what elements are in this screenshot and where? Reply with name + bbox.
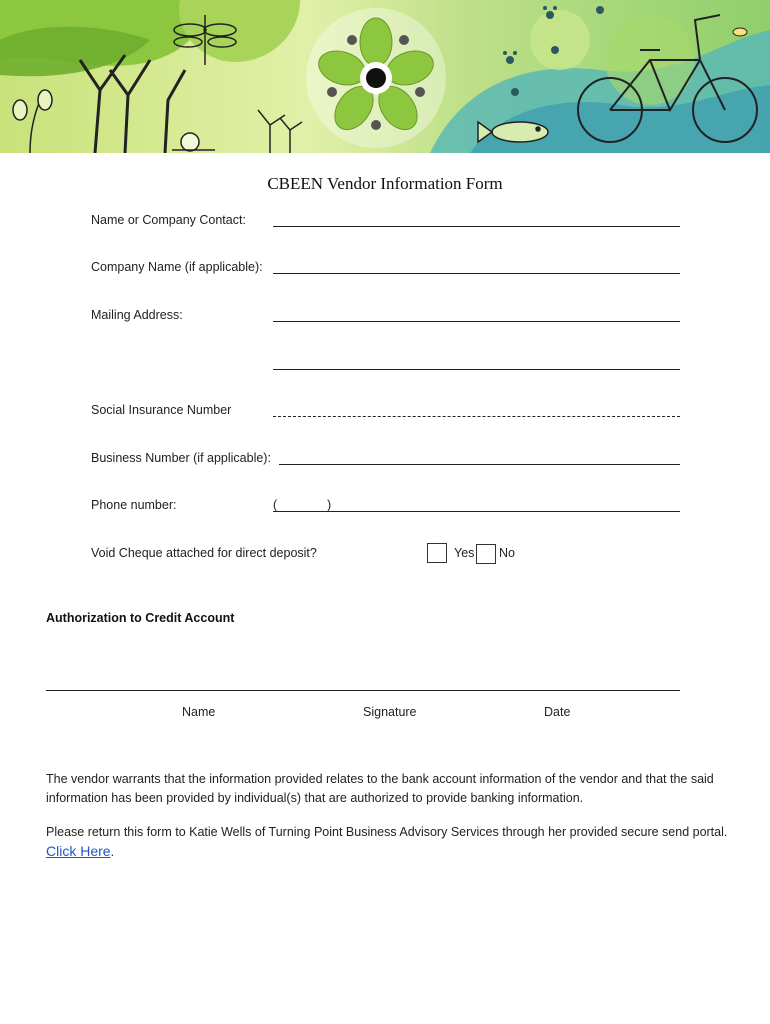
sin-label: Social Insurance Number <box>91 403 232 417</box>
yes-label: Yes <box>454 546 475 560</box>
click-here-link[interactable]: Click Here <box>46 843 111 859</box>
header-banner <box>0 0 770 153</box>
authorization-signature-label: Signature <box>363 705 417 719</box>
authorization-heading: Authorization to Credit Account <box>46 611 235 625</box>
phone-area-close: ) <box>327 498 332 512</box>
no-checkbox[interactable] <box>476 544 496 564</box>
phone-label: Phone number: <box>91 498 177 512</box>
mailing-address-field-line1[interactable] <box>273 321 680 322</box>
sin-field[interactable] <box>273 416 680 417</box>
form-title: CBEEN Vendor Information Form <box>267 174 503 193</box>
mailing-address-field-line2[interactable] <box>273 369 680 370</box>
contact-label: Name or Company Contact: <box>91 213 246 227</box>
authorization-date-label: Date <box>544 705 571 719</box>
return-instructions <box>46 823 736 862</box>
mailing-address-label: Mailing Address: <box>91 308 183 322</box>
nature-illustration <box>0 0 770 153</box>
link-suffix: . <box>110 845 115 859</box>
void-cheque-label: Void Cheque attached for direct deposit? <box>91 546 317 560</box>
return-text: Please return this form to Katie Wells of Turning Point Business Advisory Services through her provided secure send portal. <box>46 825 728 839</box>
company-name-field[interactable] <box>273 273 680 274</box>
authorization-name-label: Name <box>182 705 216 719</box>
phone-area-open: ( <box>273 498 278 512</box>
phone-field[interactable] <box>273 511 680 512</box>
contact-field[interactable] <box>273 226 680 227</box>
business-number-field[interactable] <box>279 464 680 465</box>
yes-checkbox[interactable] <box>427 543 447 563</box>
warranty-paragraph: The vendor warrants that the information provided relates to the bank account information of the vendor and that the said information has been provided by individual(s) that are authorized to provide banking information. <box>46 772 714 805</box>
no-label: No <box>499 546 515 560</box>
company-name-label: Company Name (if applicable): <box>91 260 263 274</box>
authorization-signature-line[interactable] <box>46 690 680 691</box>
business-number-label: Business Number (if applicable): <box>91 451 271 465</box>
